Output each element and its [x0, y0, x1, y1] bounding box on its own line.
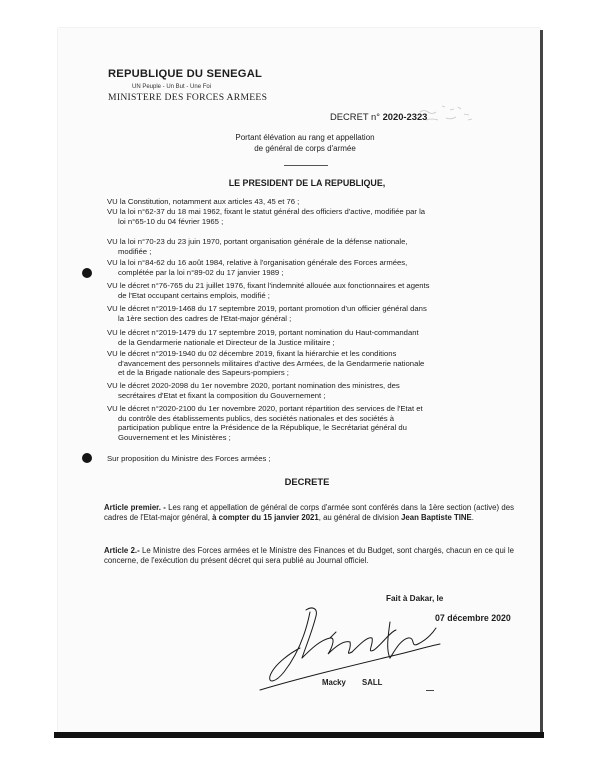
signature-dash [426, 690, 434, 691]
visa-item [107, 349, 513, 378]
visa-line: VU la loi n°62-37 du 18 mai 1962, fixant le statut général des officiers d'active, modifiée par la [107, 207, 426, 216]
visa-item [107, 328, 513, 347]
visa-line: VU le décret n°2019-1479 du 17 septembre 2019, portant nomination du Haut-commandant [107, 328, 419, 337]
page-bottom-edge [54, 732, 544, 738]
visa-continuation-line: participation publique entre la Présidence de la République, le Secrétariat général du [118, 423, 407, 432]
closing-date: 07 décembre 2020 [435, 613, 511, 623]
visa-item [107, 258, 513, 277]
visa-line: VU le décret n°76-765 du 21 juillet 1976, fixant l'indemnité allouée aux fonctionnaires et agents [107, 281, 430, 290]
punch-hole-bullet-icon [82, 268, 92, 278]
visa-continuation-line: complétée par la loi n°89-02 du 17 janvier 1989 ; [118, 267, 284, 277]
subject-line-2: de général de corps d'armée [254, 144, 356, 153]
decree-prefix: DECRET n° [330, 111, 380, 122]
article-2-text: Le Ministre des Forces armées et le Ministre des Finances et du Budget, sont chargés, chacun en ce qui le concerne, de l'exécution du présent décret qui sera publié au Journal officiel. [104, 546, 514, 565]
visa-line: VU la loi n°84-62 du 16 août 1984, relative à l'organisation générale des Forces armées, [107, 258, 408, 267]
visa-line: VU la loi n°70-23 du 23 juin 1970, portant organisation générale de la défense nationale, [107, 237, 408, 246]
subject-separator [284, 165, 328, 166]
faint-stamp-icon [412, 98, 482, 128]
republic-heading: REPUBLIQUE DU SENEGAL [108, 68, 263, 80]
visa-item [107, 237, 513, 256]
visa-continuation-line: de la Gendarmerie nationale et Directeur de la Justice militaire ; [118, 337, 335, 347]
visa-line: VU le décret n°2019-1940 du 02 décembre 2019, fixant la hiérarchie et les conditions [107, 349, 397, 358]
visa-continuation-line: de l'Etat occupant certains emplois, modifié ; [118, 290, 270, 300]
visa-item [107, 381, 513, 400]
article-1-label: Article premier. - [104, 503, 166, 512]
visa-line: VU le décret n°2020-2100 du 1er novembre 2020, portant répartition des services de l'Etat et [107, 404, 423, 413]
visa-line: VU le décret 2020-2098 du 1er novembre 2020, portant nomination des ministres, des [107, 381, 400, 390]
article-2 [104, 546, 514, 566]
signatory-name: Macky SALL [322, 678, 383, 687]
punch-hole-bullet-icon [82, 453, 92, 463]
ministry-heading: MINISTERE DES FORCES ARMEES [108, 92, 268, 103]
visa-item [107, 207, 513, 226]
visa-continuation-line: secrétaires d'Etat et fixant la composition du Gouvernement ; [118, 390, 326, 400]
president-heading: LE PRESIDENT DE LA REPUBLIQUE, [228, 178, 386, 188]
visa-line: VU le décret n°2019-1468 du 17 septembre 2019, portant promotion d'un officier général dans [107, 304, 427, 313]
visa-continuation-line: modifiée ; [118, 246, 152, 256]
visa-continuation-line: et de la Brigade nationale des Sapeurs-pompiers ; [118, 368, 289, 377]
visa-continuation-line: Gouvernement et les Ministères ; [118, 432, 231, 442]
closing-place: Fait à Dakar, le [386, 594, 444, 603]
decree-subject [205, 132, 405, 154]
visa-line: VU la Constitution, notamment aux articles 43, 45 et 76 ; [107, 197, 300, 206]
visa-item [107, 454, 513, 464]
article-1-effective-date: à compter du 15 janvier 2021 [212, 513, 319, 522]
article-1-end: . [471, 513, 474, 522]
visa-continuation-line: du contrôle des établissements publics, des sociétés nationales et des sociétés à [118, 413, 395, 423]
page-right-edge [540, 30, 543, 736]
article-1-text-b: , au général de division [318, 513, 402, 522]
visa-continuation-line: la 1ère section des cadres de l'Etat-major général ; [118, 313, 292, 323]
visa-item [107, 404, 513, 442]
visa-item [107, 304, 513, 323]
visa-continuation-line: d'avancement des personnels militaires d'active des Armées, de la Gendarmerie nationale [118, 358, 425, 368]
subject-line-1: Portant élévation au rang et appellation [235, 133, 375, 142]
decrete-heading: DECRETE [284, 476, 330, 487]
visa-item [107, 281, 513, 300]
visa-item [107, 197, 513, 207]
visa-line: Sur proposition du Ministre des Forces armées ; [107, 454, 271, 463]
article-2-label: Article 2.- [104, 546, 140, 555]
article-1-text-a: Les rang et appellation de général de corps d'armée sont conférés dans la 1ère section (active) des cadres de l'Etat-major général, [104, 503, 514, 522]
national-motto: UN Peuple - Un But - Une Foi [132, 84, 212, 90]
decree-number-value: 2020-2323 [382, 111, 428, 122]
visa-continuation-line: loi n°65-10 du 04 février 1965 ; [118, 216, 224, 226]
article-1-officer-name: Jean Baptiste TINE [401, 513, 472, 522]
article-1 [104, 503, 514, 523]
